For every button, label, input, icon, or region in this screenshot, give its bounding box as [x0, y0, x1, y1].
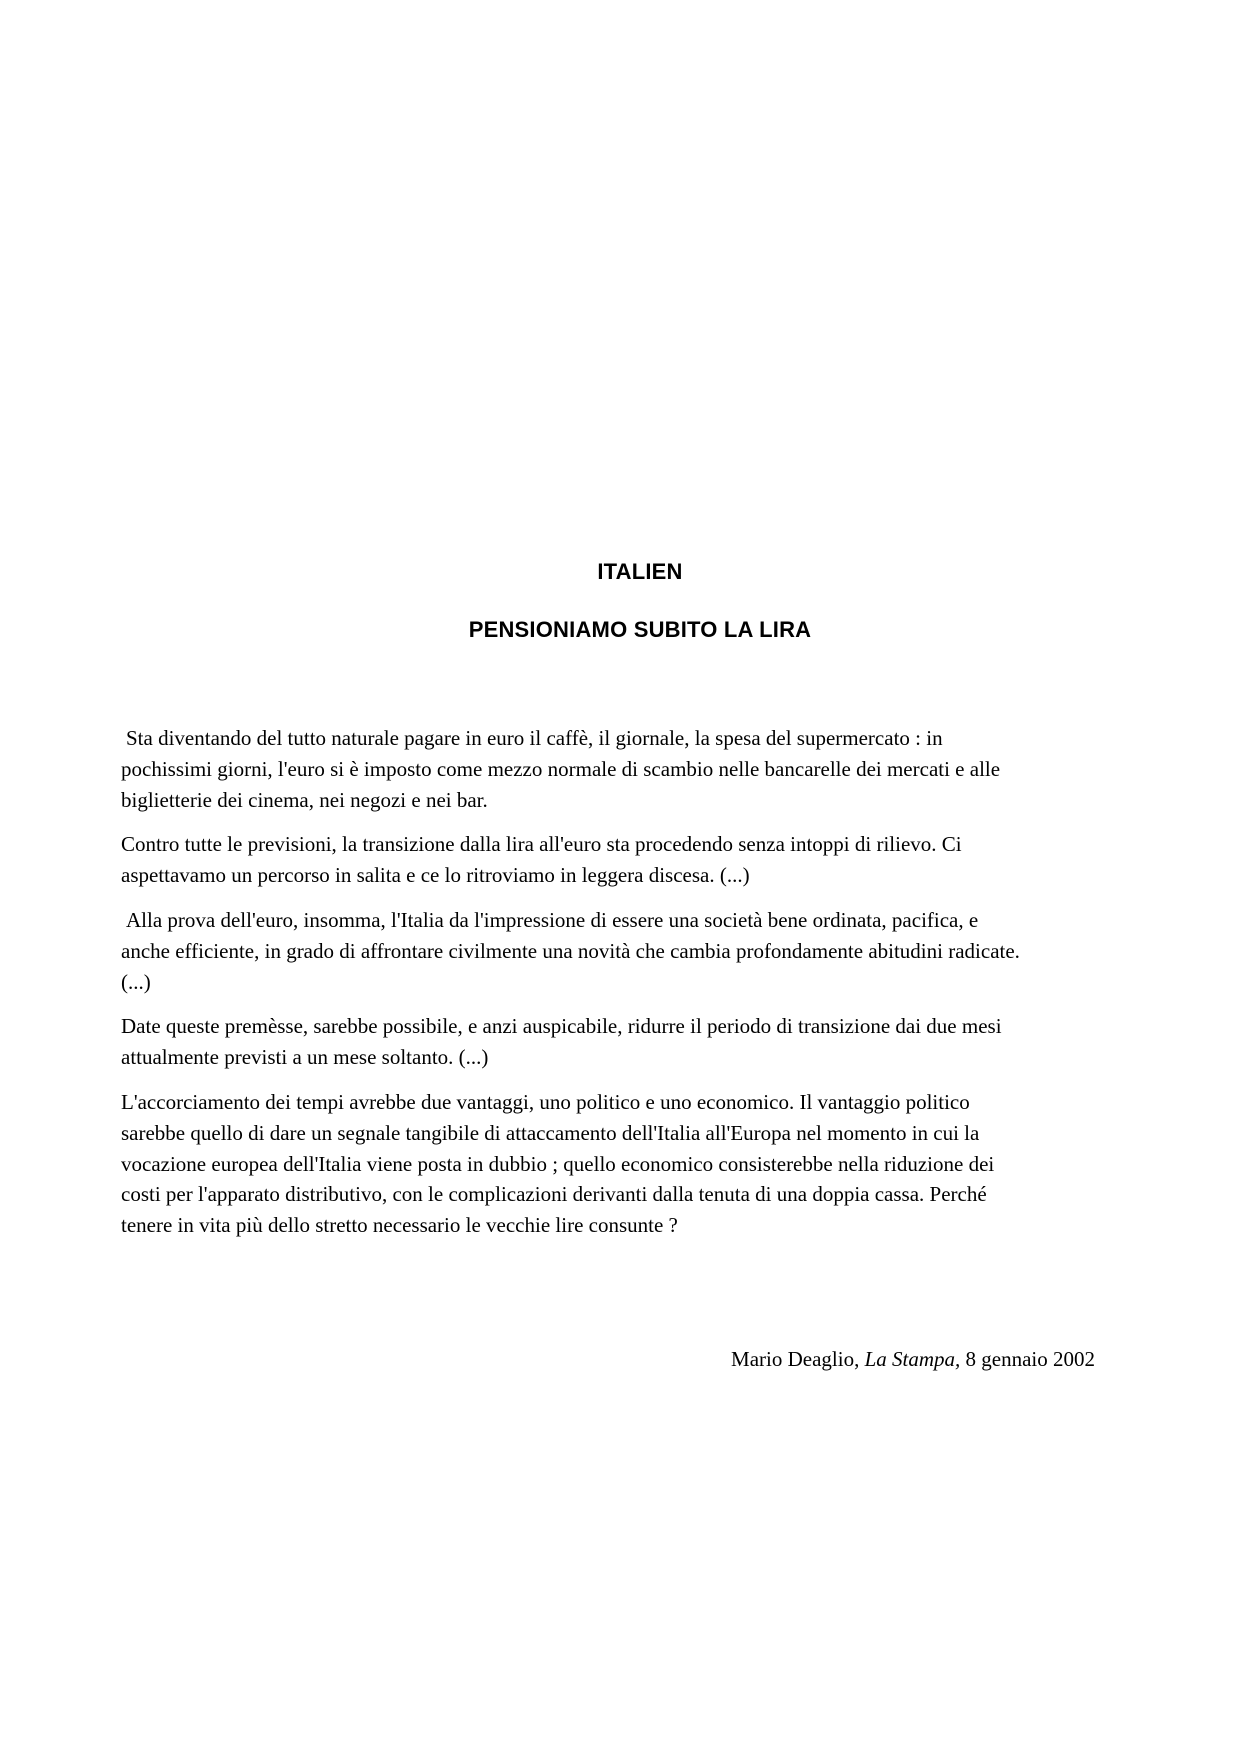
paragraph: Contro tutte le previsioni, la transizione dalla lira all'euro sta procedendo senza intoppi di rilievo. Ci aspettavamo un percorso in salita e ce lo ritroviamo in leggera discesa. (...) [121, 832, 962, 888]
paragraph: L'accorciamento dei tempi avrebbe due vantaggi, uno politico e uno economico. Il vantaggio politico sarebbe quello di dare un segnale tangibile di attaccamento dell'Italia all'Europa nel momento in cui la vocazione europea dell'Italia viene posta in dubbio ; quello economico consisterebbe nella riduzione dei costi per l'apparato distributivo, con le complicazioni derivanti dalla tenuta di una doppia cassa. Perché tenere in vita più dello stretto necessario le vecchie lire consunte ? [121, 1089, 995, 1238]
paragraph: Alla prova dell'euro, insomma, l'Italia da l'impressione di essere una società bene ordinata, pacifica, e anche efficiente, in grado di affrontare civilmente una novità che cambia profondamente abitudini radicate. (...) [121, 907, 1020, 994]
article-body [121, 723, 1021, 1255]
paragraph: Sta diventando del tutto naturale pagare in euro il caffè, il giornale, la spesa del supermercato : in pochissimi giorni, l'euro si è imposto come mezzo normale di scambio nelle bancarelle dei mercati e alle biglietterie dei cinema, nei negozi e nei bar. [121, 726, 1001, 812]
attribution-date: 8 gennaio 2002 [960, 1347, 1095, 1371]
heading-block [40, 559, 1240, 643]
attribution-source: La Stampa, [864, 1347, 961, 1371]
attribution-author: Mario Deaglio, [731, 1347, 865, 1371]
article-headline: PENSIONIAMO SUBITO LA LIRA [468, 617, 812, 642]
attribution-line [710, 1314, 1095, 1404]
paragraph: Date queste premèsse, sarebbe possibile, e anzi auspicabile, ridurre il periodo di transizione dai due mesi attualmente previsti a un mese soltanto. (...) [121, 1014, 1002, 1070]
page-title: ITALIEN [597, 559, 683, 584]
